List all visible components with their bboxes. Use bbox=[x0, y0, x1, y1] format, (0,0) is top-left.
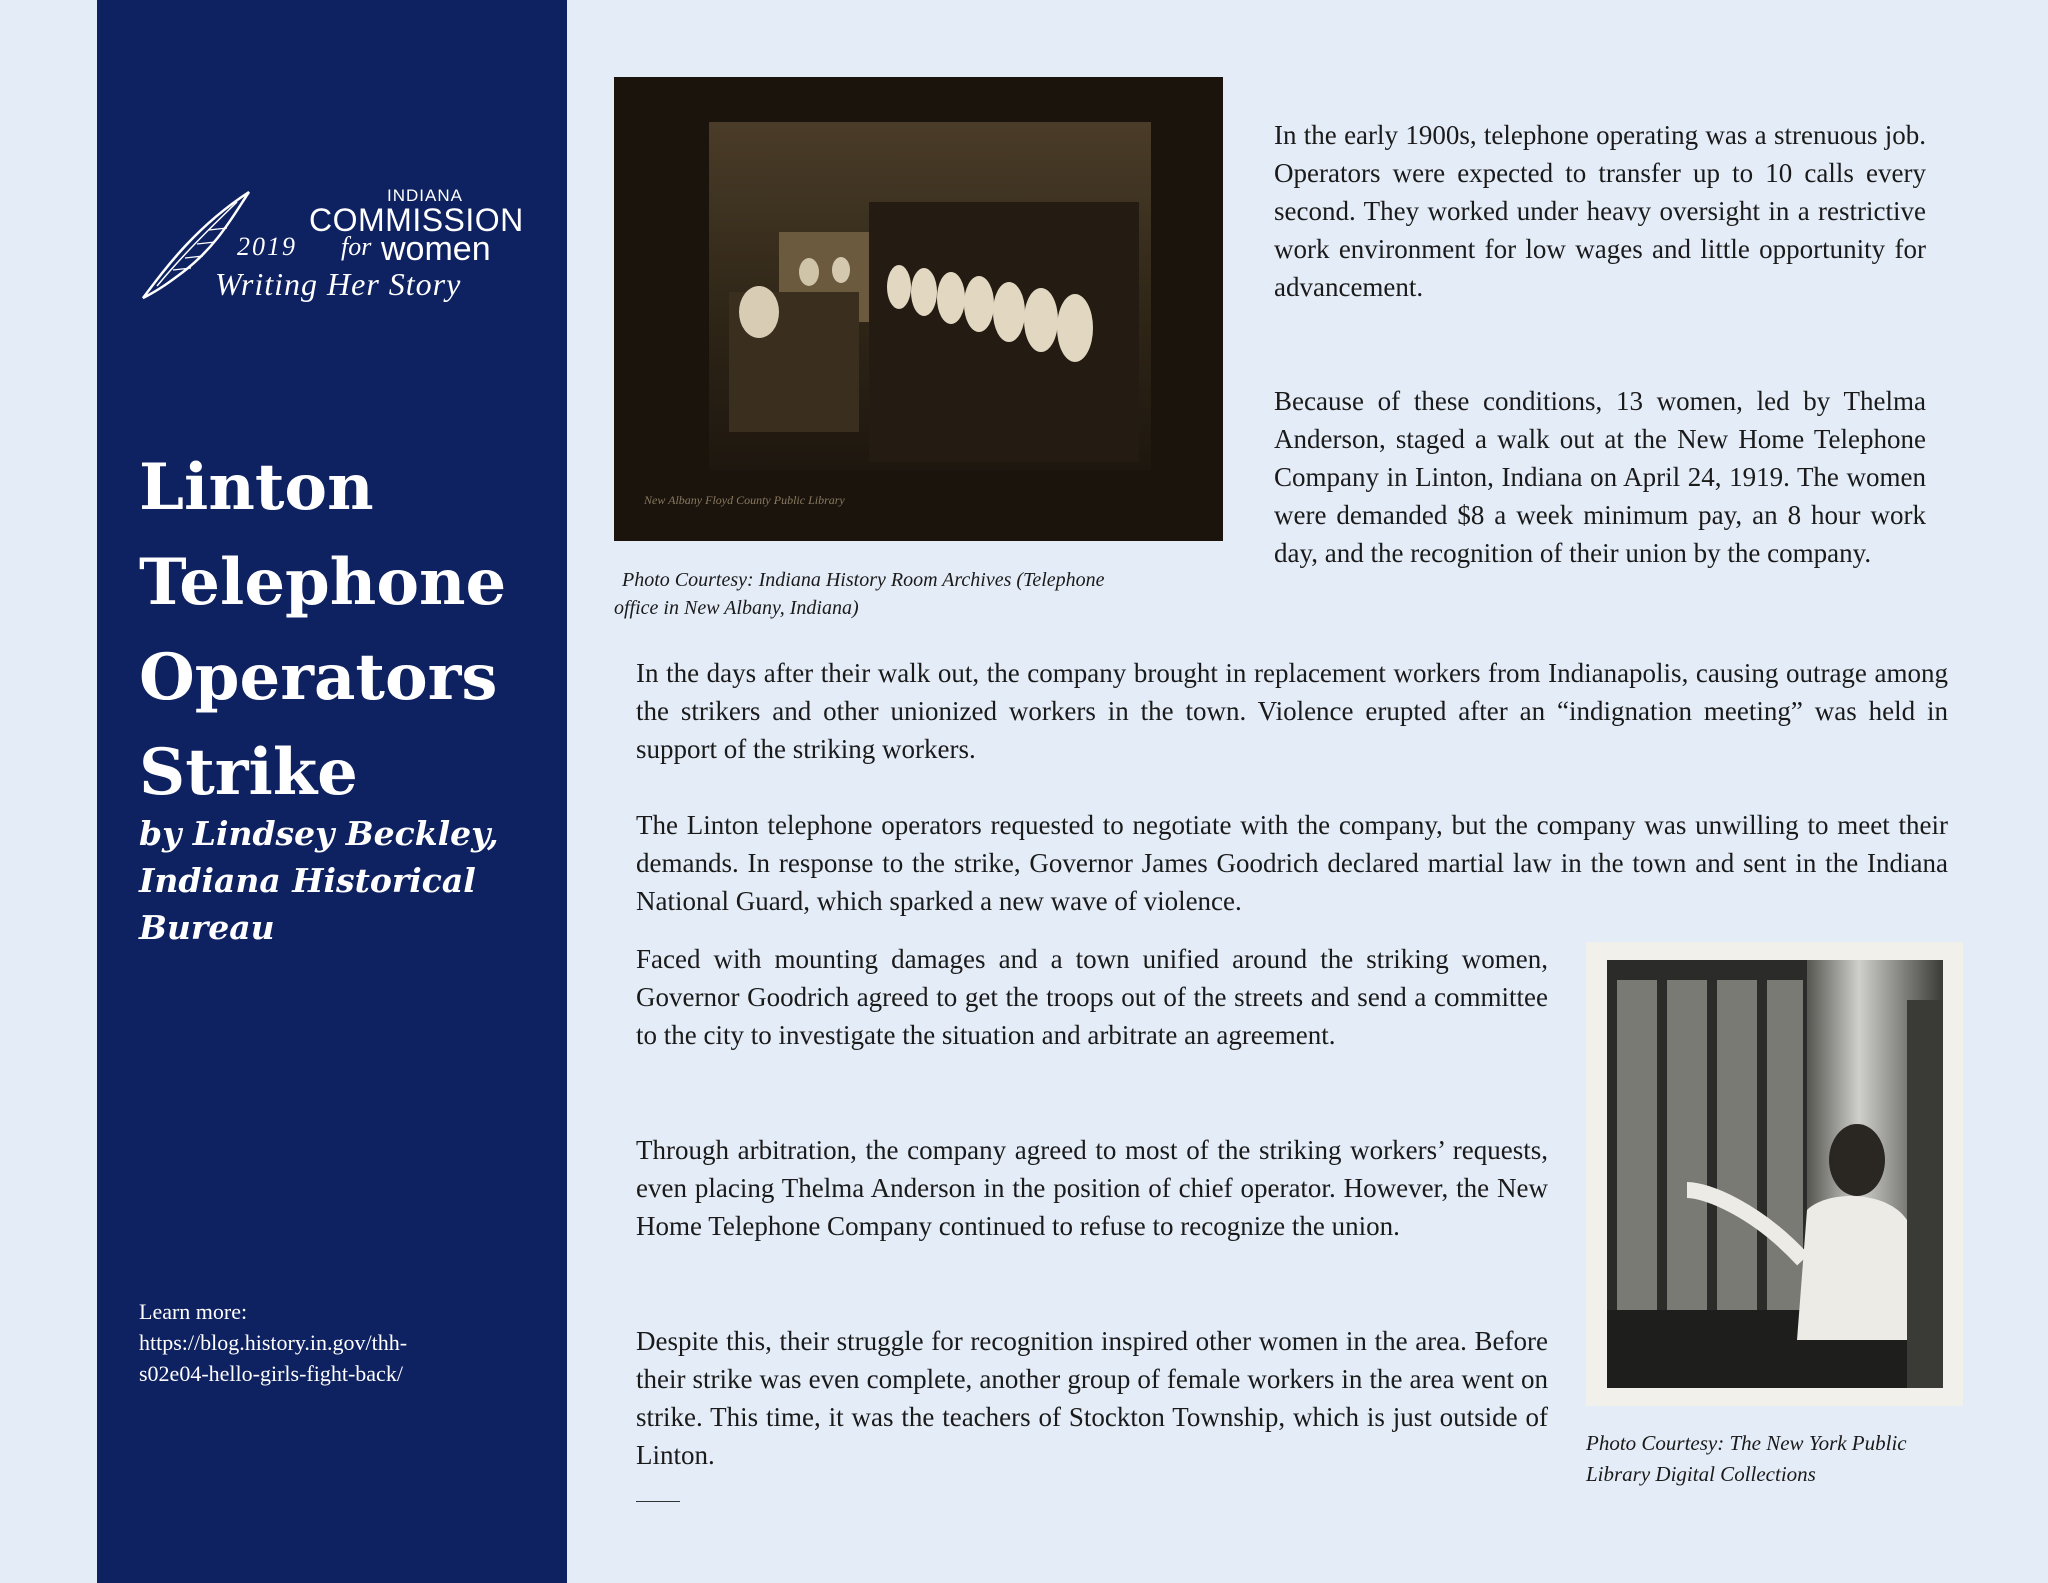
caption-line: Photo Courtesy: Indiana History Room Archives (Telephone bbox=[622, 569, 1105, 591]
switchboard-office-photo bbox=[614, 77, 1223, 541]
title-line: Strike bbox=[139, 735, 358, 810]
byline bbox=[139, 810, 519, 951]
byline-line: Bureau bbox=[139, 908, 275, 947]
paragraph-arbitration: Through arbitration, the company agreed to most of the striking workers’ requests, even placing Thelma Anderson in the position of chief operator. However, the New Home Telephone Company continued to refuse to recognize the union. bbox=[636, 1135, 1548, 1241]
logo-indiana: INDIANA bbox=[387, 186, 463, 205]
page-title bbox=[139, 440, 559, 820]
paragraph-walkout: Because of these conditions, 13 women, led by Thelma Anderson, staged a walk out at the New Home Telephone Company in Linton, Indiana on April 24, 1919. The women were demanded $8 a week minimum pay, an 8 hour work day, and the recognition of their union by the company. bbox=[1274, 386, 1926, 568]
paragraph-teachers-strike: Despite this, their struggle for recognition inspired other women in the area. Before their strike was even complete, another group of female workers in the area went on strike. This time, it was the teachers of Stockton Township, which is just outside of Linton. bbox=[636, 1326, 1548, 1470]
paragraph-troops-withdrawn: Faced with mounting damages and a town unified around the striking women, Governor Goodrich agreed to get the troops out of the streets and send a committee to the city to investigate the situation and arbitrate an agreement. bbox=[636, 944, 1548, 1050]
commission-logo bbox=[137, 180, 524, 320]
paragraph-martial-law: The Linton telephone operators requested to negotiate with the company, but the company was unwilling to meet their demands. In response to the strike, Governor James Goodrich declared martial law in the town and sent in the Indiana National Guard, which sparked a new wave of violence. bbox=[636, 810, 1948, 916]
title-line: Linton bbox=[139, 450, 374, 525]
logo-year: 2019 bbox=[237, 232, 297, 261]
byline-line: by Lindsey Beckley, bbox=[139, 814, 499, 853]
learn-more-link[interactable] bbox=[139, 1327, 539, 1389]
office-scene-graphic bbox=[709, 122, 1151, 470]
operator-at-switchboard-photo bbox=[1586, 942, 1963, 1406]
caption-line: office in New Albany, Indiana) bbox=[614, 597, 859, 619]
photo-print bbox=[709, 122, 1151, 470]
photo1-caption bbox=[614, 566, 1234, 622]
end-rule bbox=[636, 1501, 680, 1502]
learn-more-url-line: https://blog.history.in.gov/thh- bbox=[139, 1330, 408, 1355]
sidebar bbox=[97, 0, 567, 1583]
caption-line: Photo Courtesy: The New York Public bbox=[1586, 1431, 1907, 1455]
learn-more bbox=[139, 1296, 539, 1389]
paragraph-working-conditions: In the early 1900s, telephone operating was a strenuous job. Operators were expected to transfer up to 10 calls every second. They worked under heavy oversight in a restrictive work environment for low wages and little opportunity for advancement. bbox=[1274, 120, 1926, 302]
logo-commission: COMMISSION bbox=[309, 202, 524, 238]
logo-tagline: Writing Her Story bbox=[215, 266, 462, 302]
logo-women: women bbox=[381, 230, 491, 268]
title-line: Telephone bbox=[139, 545, 507, 620]
logo-for: for bbox=[341, 232, 372, 261]
caption-line: Library Digital Collections bbox=[1586, 1462, 1816, 1486]
title-line: Operators bbox=[139, 640, 498, 715]
switchboard-scene-graphic bbox=[1607, 960, 1943, 1388]
photo-print bbox=[1607, 960, 1943, 1388]
paragraph-replacement-workers: In the days after their walk out, the company brought in replacement workers from Indianapolis, causing outrage among the strikers and other unionized workers in the town. Violence erupted after an “indignation meeting” was held in support of the striking workers. bbox=[636, 658, 1948, 764]
byline-line: Indiana Historical bbox=[139, 861, 476, 900]
photo-watermark: New Albany Floyd County Public Library bbox=[644, 493, 845, 507]
learn-more-label: Learn more: bbox=[139, 1299, 248, 1324]
learn-more-url-line: s02e04-hello-girls-fight-back/ bbox=[139, 1361, 403, 1386]
photo2-caption bbox=[1586, 1428, 1976, 1490]
